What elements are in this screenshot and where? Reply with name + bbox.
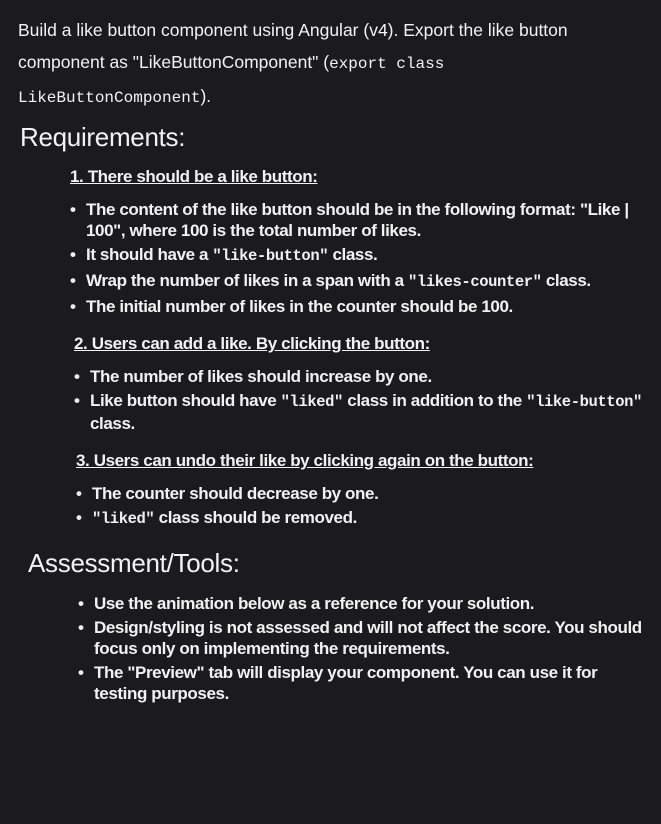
requirement-list: [18, 366, 647, 434]
intro-paragraph: [18, 14, 647, 114]
requirement-item: [18, 390, 647, 434]
requirement-item: [18, 296, 647, 317]
bullet-icon: •: [70, 200, 76, 219]
bullet-icon: •: [78, 618, 84, 637]
item-text: Like button should have: [90, 391, 281, 410]
section-title: 3. Users can undo their like by clicking again on the button:: [76, 451, 534, 470]
item-text: Use the animation below as a reference for your solution.: [94, 594, 535, 613]
requirement-section: [18, 167, 647, 334]
inline-code: "likes-counter": [408, 273, 542, 291]
bullet-icon: •: [74, 367, 80, 386]
requirement-list: [18, 483, 647, 530]
requirement-section: [18, 334, 647, 451]
item-text: class.: [541, 271, 591, 290]
section-title: 2. Users can add a like. By clicking the button:: [74, 334, 430, 353]
item-text: Wrap the number of likes in a span with a: [86, 271, 409, 290]
item-text: The "Preview" tab will display your component. You can use it for testing purposes.: [94, 663, 598, 703]
assessment-block: [18, 593, 647, 704]
bullet-icon: •: [78, 594, 84, 613]
assessment-heading: Assessment/Tools:: [28, 548, 240, 578]
item-text: class in addition to the: [342, 391, 527, 410]
requirement-item: [18, 507, 647, 530]
item-text: Design/styling is not assessed and will not affect the score. You should focus only on implementing the requirements.: [94, 618, 642, 658]
item-text: The content of the like button should be in the following format: "Like | 100", where 100 is the total number of likes.: [86, 200, 629, 240]
item-text: class.: [328, 245, 378, 264]
bullet-icon: •: [70, 245, 76, 264]
requirement-item: [18, 270, 647, 293]
item-text: The initial number of likes in the counter should be 100.: [86, 297, 513, 316]
item-text: The number of likes should increase by one.: [90, 367, 432, 386]
item-text: class should be removed.: [154, 508, 357, 527]
bullet-icon: •: [74, 391, 80, 410]
assessment-item: [18, 662, 647, 704]
assessment-item: [18, 593, 647, 614]
inline-code: "liked": [280, 393, 343, 411]
requirement-item: [18, 199, 647, 241]
requirement-list: [18, 199, 647, 317]
requirements-sections: [18, 167, 647, 530]
inline-code: "liked": [92, 510, 155, 528]
bullet-icon: •: [76, 484, 82, 503]
inline-code: "like-button": [526, 393, 642, 411]
section-title: 1. There should be a like button:: [70, 167, 318, 186]
intro-code: export class LikeButtonComponent: [18, 55, 445, 107]
assessment-list: [18, 593, 647, 704]
item-text: class.: [90, 414, 135, 433]
assessment-item: [18, 617, 647, 659]
item-text: The counter should decrease by one.: [92, 484, 379, 503]
bullet-icon: •: [70, 271, 76, 290]
requirement-item: [18, 366, 647, 387]
intro-text-end: ).: [200, 86, 212, 106]
requirements-heading: Requirements:: [20, 122, 186, 152]
requirement-item: [18, 483, 647, 504]
requirement-item: [18, 244, 647, 267]
requirement-section: [18, 451, 647, 530]
bullet-icon: •: [78, 663, 84, 682]
bullet-icon: •: [70, 297, 76, 316]
bullet-icon: •: [76, 508, 82, 527]
inline-code: "like-button": [212, 247, 329, 265]
intro-text: Build a like button component using Angular (v4). Export the like button component as "LikeButtonComponent" (: [18, 20, 568, 72]
item-text: It should have a: [86, 245, 213, 264]
